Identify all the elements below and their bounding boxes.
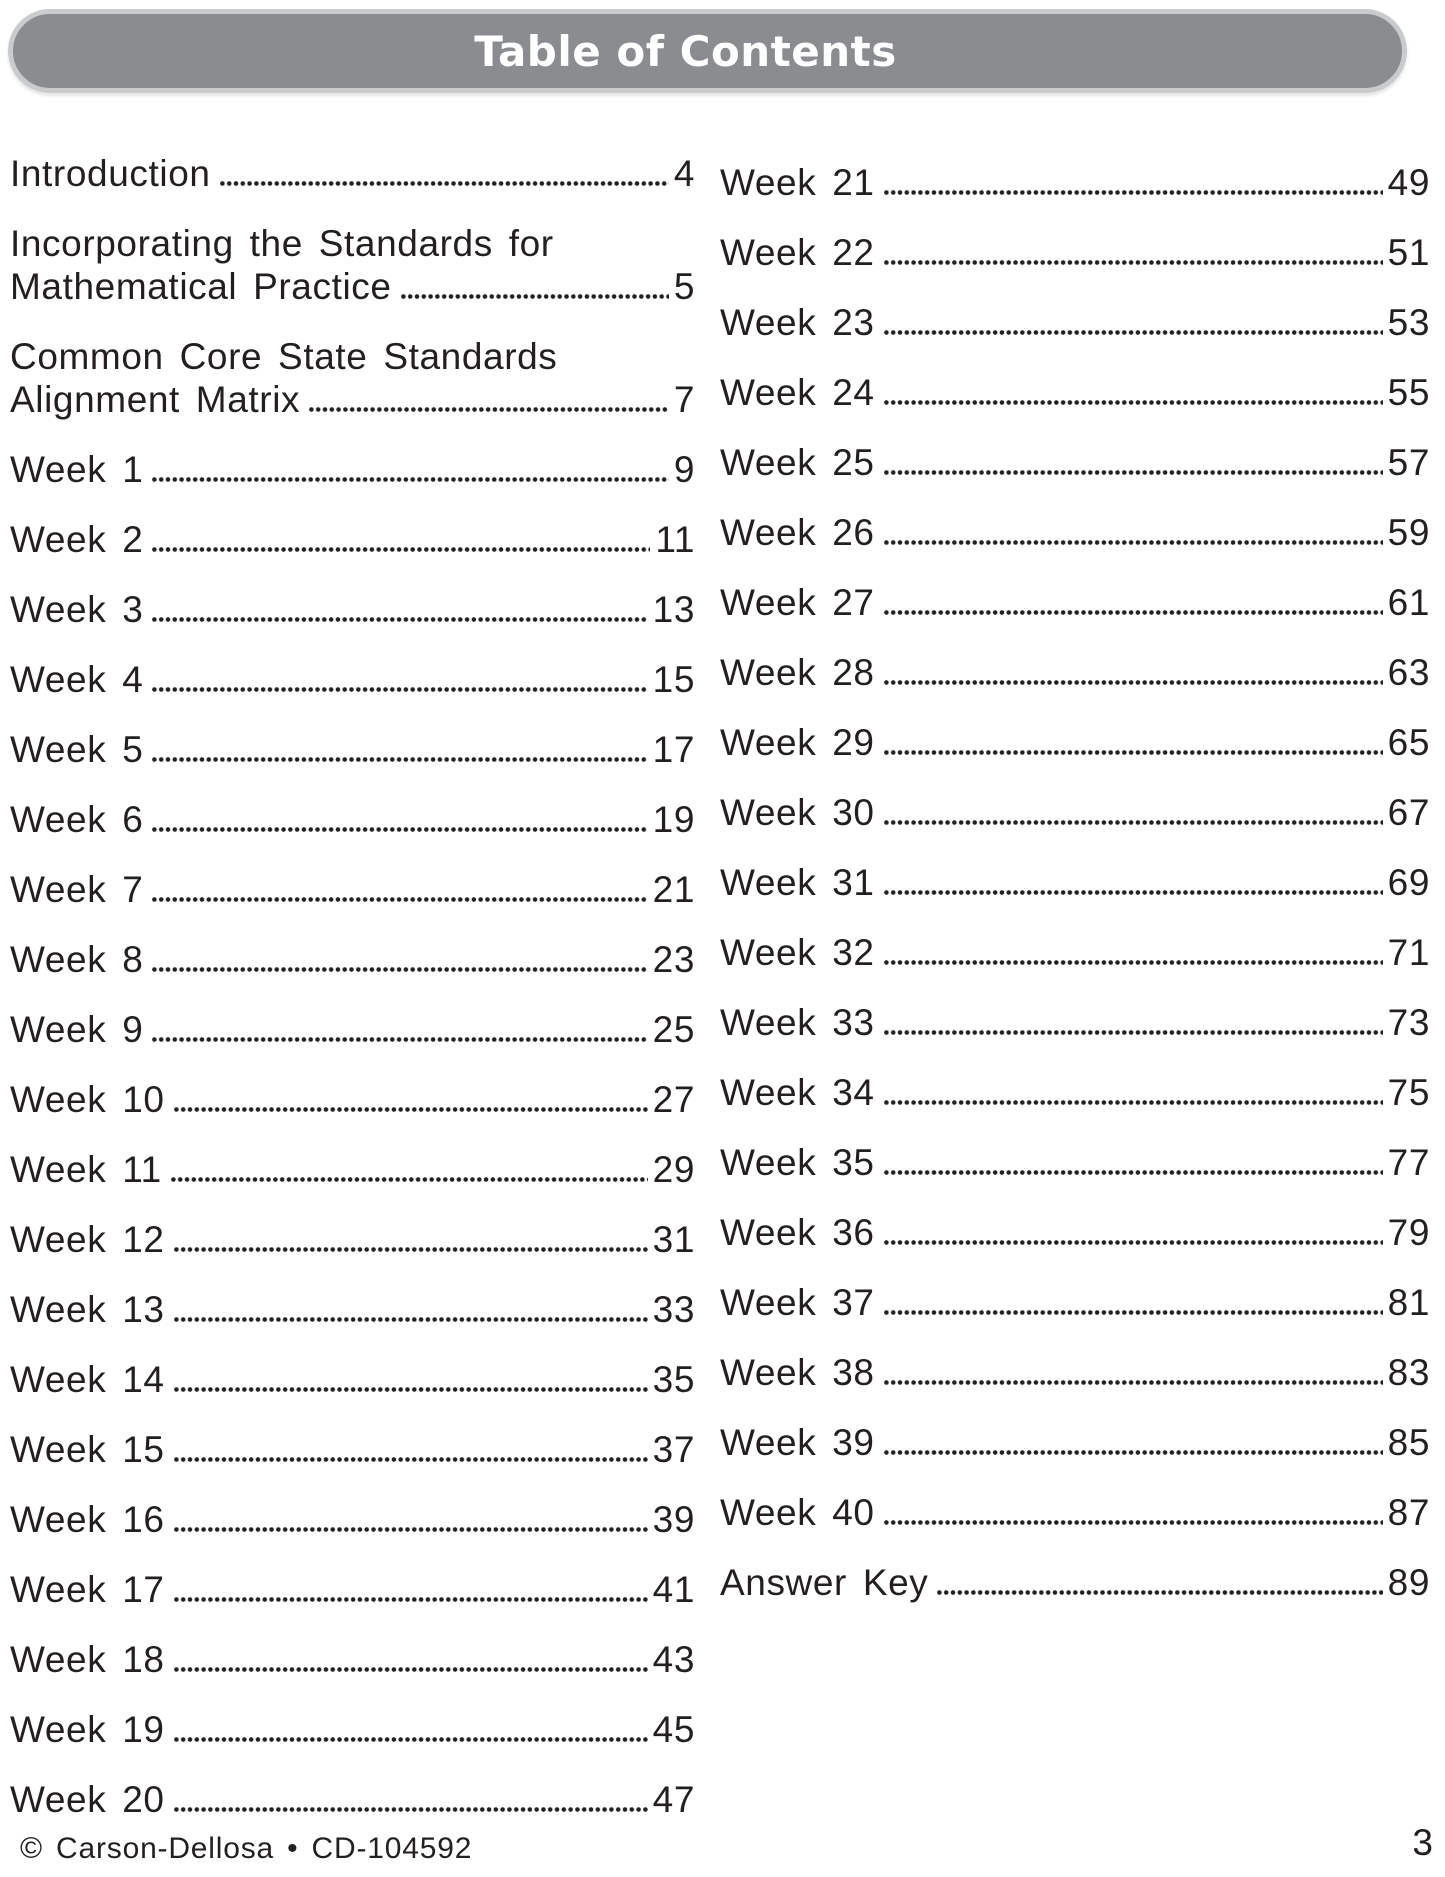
toc-entry-page: 79 (1387, 1212, 1430, 1253)
toc-entry (10, 1218, 695, 1261)
toc-entry (10, 448, 695, 491)
toc-entry-label: Week 12 (10, 1219, 165, 1260)
toc-entry-page: 49 (1387, 162, 1430, 203)
toc-entry-page: 13 (652, 589, 695, 630)
toc-entry-page: 17 (652, 729, 695, 770)
toc-entry (720, 931, 1430, 974)
title-banner (8, 9, 1407, 93)
toc-entry (720, 1421, 1430, 1464)
toc-entry (720, 161, 1430, 204)
toc-entry-label: Mathematical Practice (10, 266, 392, 307)
toc-entry-line (10, 265, 695, 308)
toc-entry (720, 1491, 1430, 1534)
dotted-leader (937, 1590, 1382, 1595)
toc-left-column (10, 152, 695, 1848)
toc-entry-label: Alignment Matrix (10, 379, 301, 420)
toc-entry-page: 61 (1387, 582, 1430, 623)
toc-entry-label: Week 13 (10, 1289, 165, 1330)
toc-entry-label: Week 4 (10, 659, 144, 700)
toc-entry (720, 651, 1430, 694)
toc-entry-page: 7 (673, 379, 695, 420)
toc-entry-page: 37 (652, 1429, 695, 1470)
toc-entry-line (10, 1428, 695, 1471)
dotted-leader (174, 1597, 648, 1602)
toc-entry (10, 222, 695, 308)
toc-entry-line (10, 152, 695, 195)
toc-entry (720, 721, 1430, 764)
toc-entry (720, 1281, 1430, 1324)
dotted-leader (174, 1527, 648, 1532)
toc-entry (10, 798, 695, 841)
toc-entry-page: 47 (652, 1779, 695, 1820)
toc-entry-line (720, 371, 1430, 414)
toc-entry (10, 1078, 695, 1121)
dotted-leader (884, 400, 1383, 405)
toc-entry-label: Week 30 (720, 792, 875, 833)
toc-entry-label: Week 6 (10, 799, 144, 840)
toc-entry-label: Week 22 (720, 232, 875, 273)
dotted-leader (152, 547, 650, 552)
toc-entry (720, 791, 1430, 834)
dotted-leader (174, 1317, 648, 1322)
toc-entry-line (720, 1281, 1430, 1324)
toc-entry-line (720, 1421, 1430, 1464)
toc-entry-line (720, 231, 1430, 274)
toc-entry (10, 938, 695, 981)
dotted-leader (174, 1737, 648, 1742)
page-number: 3 (1412, 1822, 1433, 1863)
toc-entry-line (10, 868, 695, 911)
toc-entry-line (10, 1078, 695, 1121)
toc-entry-page: 65 (1387, 722, 1430, 763)
toc-entry-line (10, 1568, 695, 1611)
toc-entry (720, 861, 1430, 904)
toc-entry-label: Week 25 (720, 442, 875, 483)
toc-entry-label: Week 11 (10, 1149, 162, 1190)
toc-entry (720, 1001, 1430, 1044)
toc-entry-line (720, 441, 1430, 484)
toc-entry-page: 85 (1387, 1422, 1430, 1463)
dotted-leader (884, 540, 1383, 545)
toc-entry (720, 1351, 1430, 1394)
toc-entry (10, 1008, 695, 1051)
toc-entry-page: 67 (1387, 792, 1430, 833)
toc-entry-label: Week 19 (10, 1709, 165, 1750)
toc-entry-page: 35 (652, 1359, 695, 1400)
toc-entry-line (10, 588, 695, 631)
toc-entry (10, 1708, 695, 1751)
toc-entry-page: 19 (652, 799, 695, 840)
toc-entry-line (720, 301, 1430, 344)
toc-entry-line (720, 721, 1430, 764)
toc-entry-label: Week 16 (10, 1499, 165, 1540)
dotted-leader (884, 680, 1383, 685)
toc-entry (10, 658, 695, 701)
dotted-leader (174, 1457, 648, 1462)
toc-entry-label: Week 38 (720, 1352, 875, 1393)
toc-entry-page: 15 (652, 659, 695, 700)
toc-entry-label: Week 36 (720, 1212, 875, 1253)
toc-entry-page: 53 (1387, 302, 1430, 343)
dotted-leader (152, 827, 647, 832)
toc-entry (10, 1498, 695, 1541)
toc-entry-label: Week 40 (720, 1492, 875, 1533)
toc-entry-label: Week 37 (720, 1282, 875, 1323)
dotted-leader (174, 1387, 648, 1392)
toc-entry-page: 51 (1387, 232, 1430, 273)
toc-entry-label: Common Core State Standards (10, 336, 558, 377)
toc-entry-page: 25 (652, 1009, 695, 1050)
dotted-leader (884, 890, 1383, 895)
toc-entry-page: 5 (673, 266, 695, 307)
toc-right-column (720, 152, 1430, 1848)
dotted-leader (152, 897, 647, 902)
dotted-leader (884, 1240, 1383, 1245)
toc-entry-label: Week 31 (720, 862, 875, 903)
dotted-leader (884, 1310, 1383, 1315)
dotted-leader (884, 820, 1383, 825)
toc-entry (720, 1561, 1430, 1604)
toc-entry-page: 21 (652, 869, 695, 910)
toc-entry-line (720, 791, 1430, 834)
toc-entry-label: Week 24 (720, 372, 875, 413)
toc-entry-page: 4 (673, 153, 695, 194)
toc-entry-line (10, 1148, 695, 1191)
toc-entry (10, 152, 695, 195)
toc-entry-label: Week 18 (10, 1639, 165, 1680)
dotted-leader (884, 260, 1383, 265)
toc-entry-line (10, 1778, 695, 1821)
dotted-leader (152, 477, 668, 482)
toc-entry (720, 1211, 1430, 1254)
toc-entry-page: 57 (1387, 442, 1430, 483)
toc-entry (10, 518, 695, 561)
toc-entry-line (10, 658, 695, 701)
toc-entry-line (720, 1141, 1430, 1184)
toc-entry-label: Week 32 (720, 932, 875, 973)
dotted-leader (152, 757, 647, 762)
toc-entry-line (10, 1498, 695, 1541)
copyright-credit: © Carson-Dellosa • CD-104592 (20, 1832, 473, 1865)
dotted-leader (884, 610, 1383, 615)
dotted-leader (884, 1170, 1383, 1175)
toc-entry (10, 1288, 695, 1331)
toc-entry-label: Incorporating the Standards for (10, 223, 554, 264)
toc-entry-line (10, 1358, 695, 1401)
toc-entry-line (720, 1491, 1430, 1534)
toc-entry (10, 588, 695, 631)
toc-entry-label: Week 3 (10, 589, 144, 630)
toc-entry (10, 1778, 695, 1821)
toc-entry-label: Week 1 (10, 449, 144, 490)
toc-entry-line (10, 1218, 695, 1261)
toc-entry-label: Week 20 (10, 1779, 165, 1820)
toc-entry-page: 87 (1387, 1492, 1430, 1533)
toc-entry-extra-line (10, 335, 695, 378)
toc-entry-page: 77 (1387, 1142, 1430, 1183)
dotted-leader (884, 1100, 1383, 1105)
toc-entry-page: 31 (652, 1219, 695, 1260)
toc-entry-page: 43 (652, 1639, 695, 1680)
toc-entry-label: Week 5 (10, 729, 144, 770)
toc-entry-line (10, 938, 695, 981)
toc-entry-page: 27 (652, 1079, 695, 1120)
toc-entry-label: Week 26 (720, 512, 875, 553)
dotted-leader (152, 1037, 647, 1042)
toc-entry-label: Week 21 (720, 162, 875, 203)
dotted-leader (884, 190, 1383, 195)
toc-entry (10, 1148, 695, 1191)
toc-entry-page: 9 (673, 449, 695, 490)
toc-entry-page: 63 (1387, 652, 1430, 693)
toc-entry-label: Week 39 (720, 1422, 875, 1463)
toc-entry-line (720, 651, 1430, 694)
toc-entry-page: 39 (652, 1499, 695, 1540)
toc-entry (720, 301, 1430, 344)
toc-entry-label: Week 7 (10, 869, 144, 910)
toc-entry-page: 59 (1387, 512, 1430, 553)
dotted-leader (884, 1450, 1383, 1455)
toc-entry (10, 1568, 695, 1611)
toc-entry-label: Week 15 (10, 1429, 165, 1470)
dotted-leader (401, 294, 669, 299)
toc-entry-label: Week 29 (720, 722, 875, 763)
toc-entry-label: Week 34 (720, 1072, 875, 1113)
toc-entry-line (720, 161, 1430, 204)
toc-entry-line (10, 798, 695, 841)
toc-entry-label: Week 8 (10, 939, 144, 980)
toc-entry (720, 441, 1430, 484)
dotted-leader (309, 407, 669, 412)
toc-entry-page: 69 (1387, 862, 1430, 903)
toc-entry-page: 73 (1387, 1002, 1430, 1043)
toc-entry (720, 581, 1430, 624)
dotted-leader (174, 1247, 648, 1252)
toc-entry-line (10, 1638, 695, 1681)
toc-entry (720, 1141, 1430, 1184)
toc-entry-line (720, 581, 1430, 624)
dotted-leader (220, 181, 669, 186)
toc-entry-page: 75 (1387, 1072, 1430, 1113)
page-title: Table of Contents (474, 26, 897, 76)
toc-entry-line (720, 1211, 1430, 1254)
toc-entry-label: Week 23 (720, 302, 875, 343)
toc-entry-line (10, 378, 695, 421)
toc-columns (10, 152, 1430, 1848)
toc-entry-line (720, 931, 1430, 974)
toc-entry-label: Week 2 (10, 519, 144, 560)
toc-entry-label: Week 27 (720, 582, 875, 623)
toc-entry (720, 1071, 1430, 1114)
toc-entry-page: 41 (652, 1569, 695, 1610)
toc-entry-page: 45 (652, 1709, 695, 1750)
toc-entry-line (10, 448, 695, 491)
toc-entry-line (10, 1708, 695, 1751)
toc-entry (10, 1638, 695, 1681)
toc-entry (10, 1428, 695, 1471)
toc-entry-extra-line (10, 222, 695, 265)
dotted-leader (884, 470, 1383, 475)
toc-entry-line (10, 1288, 695, 1331)
toc-entry-line (720, 1001, 1430, 1044)
dotted-leader (884, 750, 1383, 755)
toc-entry (720, 511, 1430, 554)
toc-entry-label: Week 33 (720, 1002, 875, 1043)
toc-entry (10, 868, 695, 911)
dotted-leader (152, 967, 647, 972)
toc-entry (720, 231, 1430, 274)
toc-entry-label: Week 9 (10, 1009, 144, 1050)
toc-entry-page: 55 (1387, 372, 1430, 413)
toc-entry-page: 11 (655, 519, 695, 560)
toc-entry-line (720, 511, 1430, 554)
toc-entry-line (720, 1351, 1430, 1394)
dotted-leader (884, 1030, 1383, 1035)
toc-entry-label: Week 28 (720, 652, 875, 693)
dotted-leader (152, 617, 647, 622)
toc-entry (720, 371, 1430, 414)
toc-entry-label: Week 35 (720, 1142, 875, 1183)
toc-entry (10, 728, 695, 771)
toc-entry-line (10, 518, 695, 561)
dotted-leader (884, 1520, 1383, 1525)
toc-entry-label: Answer Key (720, 1562, 929, 1603)
dotted-leader (884, 960, 1383, 965)
toc-entry-label: Week 14 (10, 1359, 165, 1400)
toc-entry-line (10, 1008, 695, 1051)
toc-entry-page: 29 (652, 1149, 695, 1190)
toc-entry-page: 71 (1387, 932, 1430, 973)
dotted-leader (174, 1807, 648, 1812)
dotted-leader (152, 687, 647, 692)
toc-entry-label: Week 10 (10, 1079, 165, 1120)
dotted-leader (174, 1667, 648, 1672)
toc-entry-label: Week 17 (10, 1569, 165, 1610)
dotted-leader (884, 330, 1383, 335)
toc-entry-page: 33 (652, 1289, 695, 1330)
toc-entry-line (720, 861, 1430, 904)
dotted-leader (174, 1107, 648, 1112)
toc-entry-page: 23 (652, 939, 695, 980)
dotted-leader (884, 1380, 1383, 1385)
toc-entry-line (720, 1561, 1430, 1604)
toc-entry-page: 83 (1387, 1352, 1430, 1393)
dotted-leader (171, 1177, 648, 1182)
toc-entry (10, 1358, 695, 1401)
toc-entry-page: 89 (1387, 1562, 1430, 1603)
toc-entry-page: 81 (1387, 1282, 1430, 1323)
toc-entry-label: Introduction (10, 153, 211, 194)
toc-entry-line (10, 728, 695, 771)
toc-entry-line (720, 1071, 1430, 1114)
toc-entry (10, 335, 695, 421)
